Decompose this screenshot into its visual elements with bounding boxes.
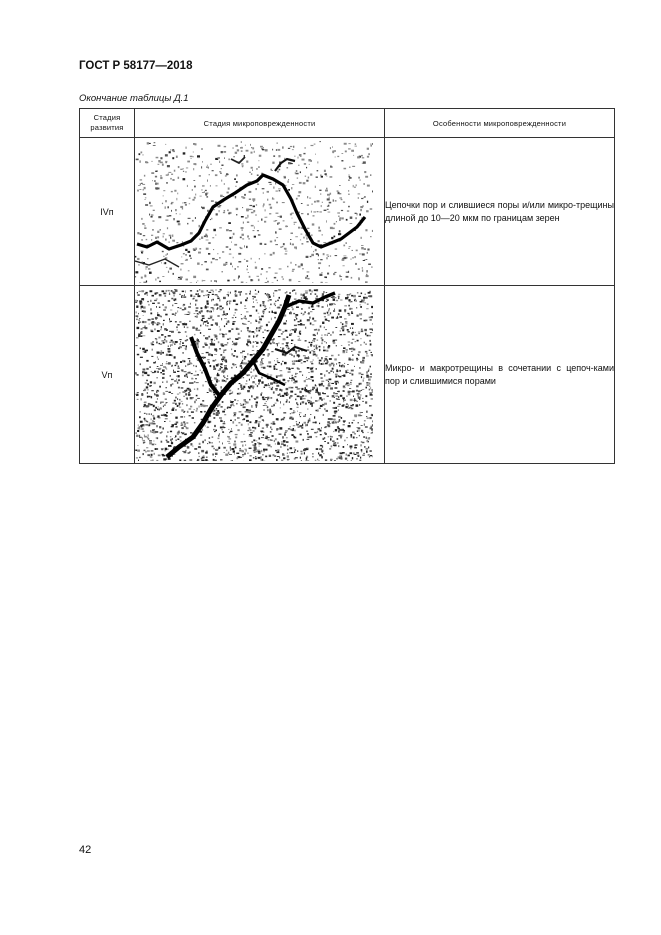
- table-row: [80, 138, 615, 286]
- stage-cell: IVп: [80, 138, 135, 286]
- document-code: ГОСТ Р 58177—2018: [79, 60, 193, 72]
- table-header-row: [80, 109, 615, 138]
- table-caption: Окончание таблицы Д.1: [79, 93, 189, 104]
- description-cell: Цепочки пор и слившиеся поры и/или микро-трещины длиной до 10—20 мкм по границам зерен: [385, 138, 615, 286]
- micrograph-cell: [135, 138, 385, 286]
- table-row: [80, 286, 615, 464]
- column-header-microdamage-stage: Стадия микроповрежденности: [135, 109, 385, 138]
- column-header-microdamage-features: Особенности микроповрежденности: [385, 109, 615, 138]
- column-header-stage: Стадия развития: [80, 109, 135, 138]
- stage-cell: Vп: [80, 286, 135, 464]
- micrograph-pore-chains-icon: [135, 141, 373, 283]
- damage-stage-table: [79, 108, 615, 464]
- micrograph-cell: [135, 286, 385, 464]
- description-cell: Микро- и макротрещины в сочетании с цепоч-ками пор и слившимися порами: [385, 286, 615, 464]
- micrograph-macrocracks-icon: [135, 289, 373, 461]
- page-number: 42: [79, 844, 92, 856]
